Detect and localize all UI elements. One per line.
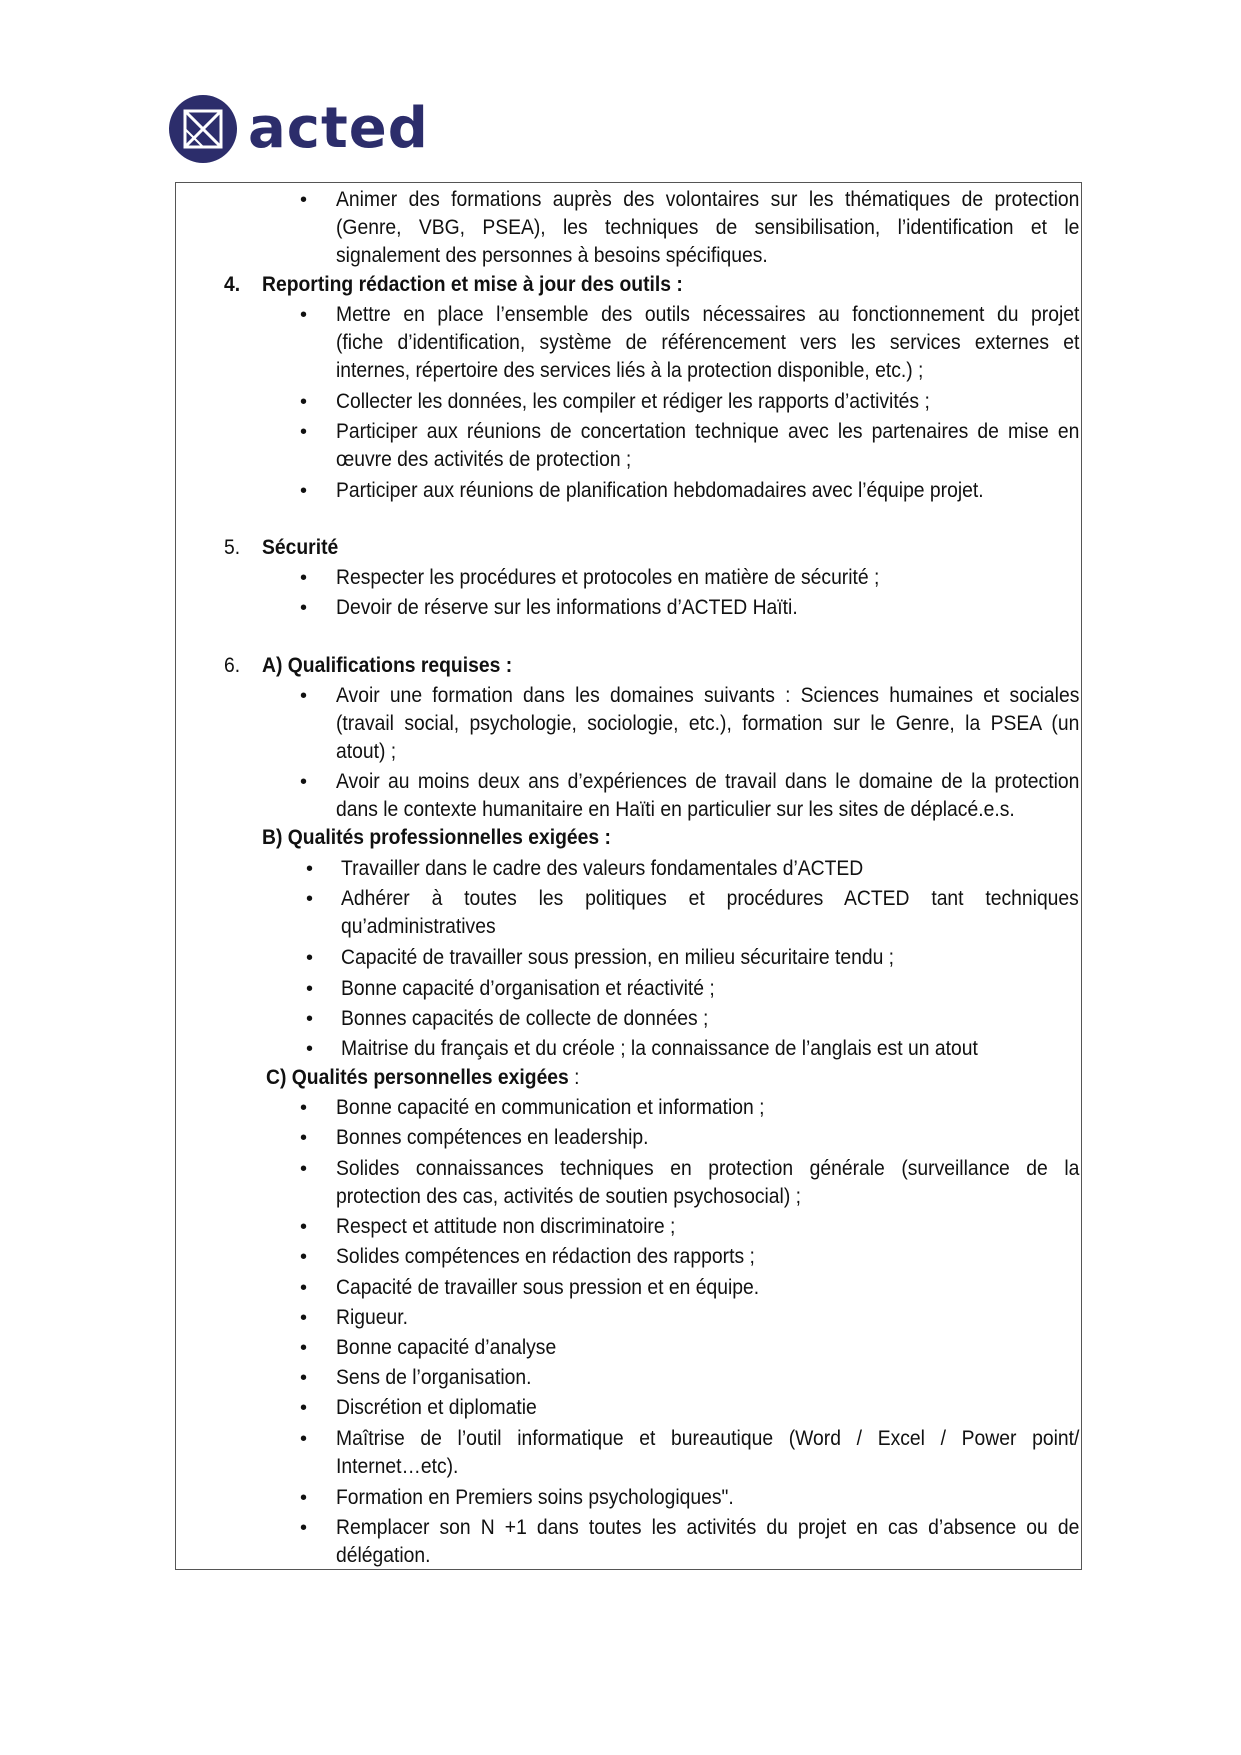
- s4-b2: Collecter les données, les compiler et rédiger les rapports d’activités ;: [336, 390, 930, 413]
- s6-c11-line-2: Internet…etc).: [336, 1455, 459, 1478]
- bullet: •: [300, 1517, 308, 1539]
- section-6c-title: [266, 1064, 580, 1092]
- s6-c10: Discrétion et diplomatie: [336, 1396, 537, 1419]
- bullet: •: [300, 1367, 308, 1389]
- bullet: •: [300, 597, 308, 619]
- s6-c12: Formation en Premiers soins psychologiques".: [336, 1486, 734, 1509]
- s6-bq4: Bonne capacité d’organisation et réactivité ;: [341, 977, 715, 1000]
- s6-bq5: Bonnes capacités de collecte de données ;: [341, 1007, 709, 1030]
- s6-c4: Respect et attitude non discriminatoire ;: [336, 1215, 676, 1238]
- bullet: •: [300, 771, 308, 793]
- s4-b1-line-3: internes, répertoire des services liés à la protection disponible, etc.) ;: [336, 359, 924, 382]
- bullet: •: [300, 1246, 308, 1268]
- s4-b3-line-2: œuvre des activités de protection ;: [336, 448, 632, 471]
- s6-a1-line-2: (travail social, psychologie, sociologie, etc.), formation sur le Genre, la PSEA (un: [336, 712, 1080, 735]
- bullet: •: [300, 1337, 308, 1359]
- bullet: •: [300, 480, 308, 502]
- section-5-title: Sécurité: [262, 536, 339, 559]
- s6-c8: Bonne capacité d’analyse: [336, 1336, 557, 1359]
- s3-line-2: (Genre, VBG, PSEA), les techniques de sensibilisation, l’identification et le: [336, 216, 1080, 239]
- s6-c2: Bonnes compétences en leadership.: [336, 1126, 649, 1149]
- bullet: •: [306, 858, 314, 880]
- section-6c-colon: :: [568, 1066, 580, 1089]
- section-6b-title: B) Qualités professionnelles exigées :: [262, 826, 611, 849]
- s6-c3-line-1: Solides connaissances techniques en protection générale (surveillance de la: [336, 1157, 1080, 1180]
- s6-c6: Capacité de travailler sous pression et en équipe.: [336, 1276, 760, 1299]
- bullet: •: [306, 1008, 314, 1030]
- bullet: •: [300, 1216, 308, 1238]
- bullet: •: [300, 1487, 308, 1509]
- bullet: •: [300, 567, 308, 589]
- bullet: •: [306, 978, 314, 1000]
- section-5-number: 5.: [224, 536, 241, 559]
- bullet: •: [300, 304, 308, 326]
- s6-c9: Sens de l’organisation.: [336, 1366, 532, 1389]
- bullet: •: [306, 947, 314, 969]
- bullet: •: [300, 1397, 308, 1419]
- s6-bq2-line-1: Adhérer à toutes les politiques et procédures ACTED tant techniques: [341, 887, 1079, 910]
- s6-a1-line-3: atout) ;: [336, 740, 397, 763]
- acted-logo: [168, 94, 429, 164]
- acted-x-circle-logo-icon: [168, 94, 238, 164]
- s4-b1-line-2: (fiche d’identification, système de référencement vers les services externes et: [336, 331, 1080, 354]
- section-6c-title-text: C) Qualités personnelles exigées: [266, 1066, 569, 1089]
- bullet: •: [300, 391, 308, 413]
- bullet: •: [300, 421, 308, 443]
- s6-a2-line-1: Avoir au moins deux ans d’expériences de travail dans le domaine de la protection: [336, 770, 1080, 793]
- s6-bq2-line-2: qu’administratives: [341, 915, 496, 938]
- bullet: •: [300, 1307, 308, 1329]
- s6-bq6: Maitrise du français et du créole ; la connaissance de l’anglais est un atout: [341, 1037, 978, 1060]
- bullet: •: [306, 1038, 314, 1060]
- section-6a-title: A) Qualifications requises :: [262, 654, 513, 677]
- s6-a2-line-2: dans le contexte humanitaire en Haïti en particulier sur les sites de déplacé.e.s.: [336, 798, 1015, 821]
- bullet: •: [300, 1158, 308, 1180]
- s3-line-3: signalement des personnes à besoins spécifiques.: [336, 244, 768, 267]
- bullet: •: [300, 685, 308, 707]
- s6-c1: Bonne capacité en communication et information ;: [336, 1096, 765, 1119]
- bullet: •: [300, 1428, 308, 1450]
- bullet: •: [306, 888, 314, 910]
- bullet: •: [300, 1277, 308, 1299]
- s3-line-1: Animer des formations auprès des volontaires sur les thématiques de protection: [336, 188, 1080, 211]
- bullet: •: [300, 1097, 308, 1119]
- s6-c7: Rigueur.: [336, 1306, 408, 1329]
- s5-b1: Respecter les procédures et protocoles en matière de sécurité ;: [336, 566, 880, 589]
- s4-b1-line-1: Mettre en place l’ensemble des outils nécessaires au fonctionnement du projet: [336, 303, 1080, 326]
- s4-b3-line-1: Participer aux réunions de concertation technique avec les partenaires de mise en: [336, 420, 1080, 443]
- section-4-number: 4.: [224, 273, 241, 296]
- section-4-title: Reporting rédaction et mise à jour des outils :: [262, 273, 683, 296]
- s4-b4: Participer aux réunions de planification hebdomadaires avec l’équipe projet.: [336, 479, 984, 502]
- bullet: •: [300, 189, 308, 211]
- section-6-number: 6.: [224, 654, 241, 677]
- bullet: •: [300, 1127, 308, 1149]
- s6-a1-line-1: Avoir une formation dans les domaines suivants : Sciences humaines et sociales: [336, 684, 1080, 707]
- s5-b2: Devoir de réserve sur les informations d’ACTED Haïti.: [336, 596, 798, 619]
- s6-c11-line-1: Maîtrise de l’outil informatique et bureautique (Word / Excel / Power point/: [336, 1427, 1080, 1450]
- s6-c13-line-1: Remplacer son N +1 dans toutes les activités du projet en cas d’absence ou de: [336, 1516, 1080, 1539]
- s6-c5: Solides compétences en rédaction des rapports ;: [336, 1245, 755, 1268]
- logo-text: acted: [248, 96, 429, 161]
- s6-c13-line-2: délégation.: [336, 1544, 431, 1567]
- s6-bq3: Capacité de travailler sous pression, en milieu sécuritaire tendu ;: [341, 946, 895, 969]
- s6-c3-line-2: protection des cas, activités de soutien psychosocial) ;: [336, 1185, 802, 1208]
- s6-bq1: Travailler dans le cadre des valeurs fondamentales d’ACTED: [341, 857, 864, 880]
